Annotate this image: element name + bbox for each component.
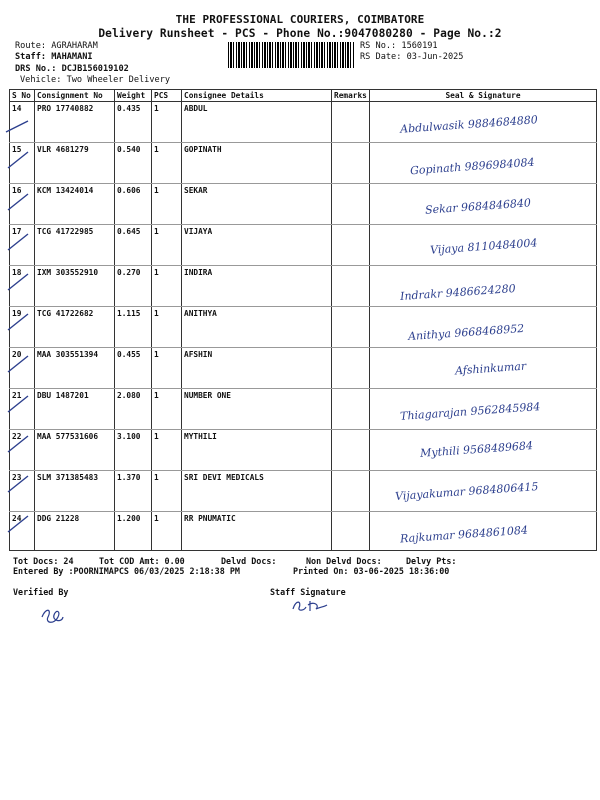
delivery-points: Delvy Pts: [406, 556, 457, 566]
handwritten-signature: Gopinath 9896984084 [409, 155, 535, 178]
handwritten-signature: Sekar 9684846840 [424, 196, 532, 217]
row-pcs: 1 [152, 266, 182, 307]
row-remarks [332, 102, 370, 143]
row-remarks [332, 225, 370, 266]
route-label: Route: AGRAHARAM [15, 41, 98, 51]
row-consignee: VIJAYA [182, 225, 332, 266]
handwritten-signature: Abdulwasik 9884684880 [399, 113, 539, 136]
row-consignee: ANITHYA [182, 307, 332, 348]
company-title: THE PROFESSIONAL COURIERS, COIMBATORE [175, 13, 425, 26]
row-consignment-no: DBU 1487201 [35, 389, 115, 430]
row-consignee: GOPINATH [182, 143, 332, 184]
row-pcs: 1 [152, 102, 182, 143]
check-mark-icon [6, 312, 32, 332]
row-remarks [332, 266, 370, 307]
rs-date: RS Date: 03-Jun-2025 [360, 52, 464, 62]
row-consignment-no: MAA 577531606 [35, 430, 115, 471]
handwritten-signature: Vijayakumar 9684806415 [394, 480, 539, 503]
check-mark-icon [6, 514, 32, 534]
row-remarks [332, 143, 370, 184]
table-header-row [10, 90, 597, 102]
row-consignee: ABDUL [182, 102, 332, 143]
col-consignee: Consignee Details [182, 90, 332, 102]
row-pcs: 1 [152, 389, 182, 430]
row-remarks [332, 184, 370, 225]
row-consignment-no: DDG 21228 [35, 512, 115, 551]
row-consignment-no: TCG 41722985 [35, 225, 115, 266]
row-sno: 17 [10, 225, 35, 266]
check-mark-icon [6, 232, 32, 252]
row-weight: 0.540 [115, 143, 152, 184]
rs-number: RS No.: 1560191 [360, 41, 438, 51]
col-pcs: PCS [152, 90, 182, 102]
row-sno: 20 [10, 348, 35, 389]
runsheet-subtitle: Delivery Runsheet - PCS - Phone No.:9047080280 - Page No.:2 [98, 27, 502, 40]
barcode [228, 42, 354, 68]
check-mark-icon [6, 354, 32, 374]
handwritten-signature: Anithya 9668468952 [407, 321, 525, 344]
row-consignment-no: SLM 371385483 [35, 471, 115, 512]
col-sno: S No [10, 90, 35, 102]
row-pcs: 1 [152, 471, 182, 512]
row-consignment-no: VLR 4681279 [35, 143, 115, 184]
handwritten-signature: Mythili 9568489684 [419, 439, 534, 460]
handwritten-signature: Vijaya 8110484004 [429, 236, 538, 257]
printed-on: Printed On: 03-06-2025 18:36:00 [293, 566, 450, 576]
row-pcs: 1 [152, 184, 182, 225]
row-consignment-no: KCM 13424014 [35, 184, 115, 225]
vehicle-label: Vehicle: Two Wheeler Delivery [20, 75, 171, 85]
row-remarks [332, 430, 370, 471]
row-sno: 23 [10, 471, 35, 512]
col-weight: Weight [115, 90, 152, 102]
total-docs: Tot Docs: 24 [13, 556, 74, 566]
row-consignee: INDIRA [182, 266, 332, 307]
row-sno: 21 [10, 389, 35, 430]
row-consignee: NUMBER ONE [182, 389, 332, 430]
row-weight: 0.606 [115, 184, 152, 225]
non-delivered-docs: Non Delvd Docs: [306, 556, 382, 566]
verifier-signature-scribble [38, 605, 66, 627]
handwritten-signature: Rajkumar 9684861084 [399, 523, 529, 546]
row-remarks [332, 348, 370, 389]
staff-signature-label: Staff Signature [270, 587, 346, 597]
row-consignee: MYTHILI [182, 430, 332, 471]
row-pcs: 1 [152, 430, 182, 471]
handwritten-signature: Afshinkumar [454, 359, 527, 378]
row-weight: 3.100 [115, 430, 152, 471]
entered-by: Entered By :POORNIMAPCS 06/03/2025 2:18:38 PM [13, 566, 240, 576]
col-remarks: Remarks [332, 90, 370, 102]
row-consignment-no: PRO 17740882 [35, 102, 115, 143]
check-mark-icon [6, 394, 32, 414]
check-mark-icon [6, 150, 32, 170]
col-consignment: Consignment No [35, 90, 115, 102]
row-pcs: 1 [152, 512, 182, 551]
row-sno: 15 [10, 143, 35, 184]
row-pcs: 1 [152, 143, 182, 184]
check-mark-icon [6, 434, 32, 454]
row-sno: 22 [10, 430, 35, 471]
staff-signature-scribble [290, 595, 330, 615]
row-pcs: 1 [152, 348, 182, 389]
check-mark-icon [6, 192, 32, 212]
row-weight: 0.435 [115, 102, 152, 143]
check-mark-icon [6, 474, 32, 494]
col-seal-signature: Seal & Signature [370, 90, 597, 102]
row-remarks [332, 389, 370, 430]
row-pcs: 1 [152, 307, 182, 348]
row-sno: 19 [10, 307, 35, 348]
row-weight: 0.455 [115, 348, 152, 389]
delivered-docs: Delvd Docs: [221, 556, 277, 566]
row-consignee: RR PNUMATIC [182, 512, 332, 551]
row-sno: 14 [10, 102, 35, 143]
staff-label: Staff: MAHAMANI [15, 52, 93, 62]
verified-by-label: Verified By [13, 587, 69, 597]
row-weight: 1.370 [115, 471, 152, 512]
row-weight: 1.200 [115, 512, 152, 551]
handwritten-signature: Indrakr 9486624280 [399, 281, 517, 304]
row-sno: 24 [10, 512, 35, 551]
row-sno: 18 [10, 266, 35, 307]
row-consignee: SRI DEVI MEDICALS [182, 471, 332, 512]
total-cod-amount: Tot COD Amt: 0.00 [99, 556, 185, 566]
check-mark-icon [4, 118, 30, 138]
handwritten-signature: Thiagarajan 9562845984 [399, 400, 541, 423]
row-sno: 16 [10, 184, 35, 225]
row-remarks [332, 471, 370, 512]
row-pcs: 1 [152, 225, 182, 266]
row-weight: 0.270 [115, 266, 152, 307]
row-remarks [332, 512, 370, 551]
row-remarks [332, 307, 370, 348]
row-weight: 0.645 [115, 225, 152, 266]
row-consignment-no: MAA 303551394 [35, 348, 115, 389]
row-consignee: SEKAR [182, 184, 332, 225]
drs-number: DRS No.: DCJB156019102 [15, 64, 129, 74]
row-weight: 1.115 [115, 307, 152, 348]
row-weight: 2.080 [115, 389, 152, 430]
check-mark-icon [6, 272, 32, 292]
row-consignment-no: IXM 303552910 [35, 266, 115, 307]
row-consignment-no: TCG 41722682 [35, 307, 115, 348]
row-consignee: AFSHIN [182, 348, 332, 389]
